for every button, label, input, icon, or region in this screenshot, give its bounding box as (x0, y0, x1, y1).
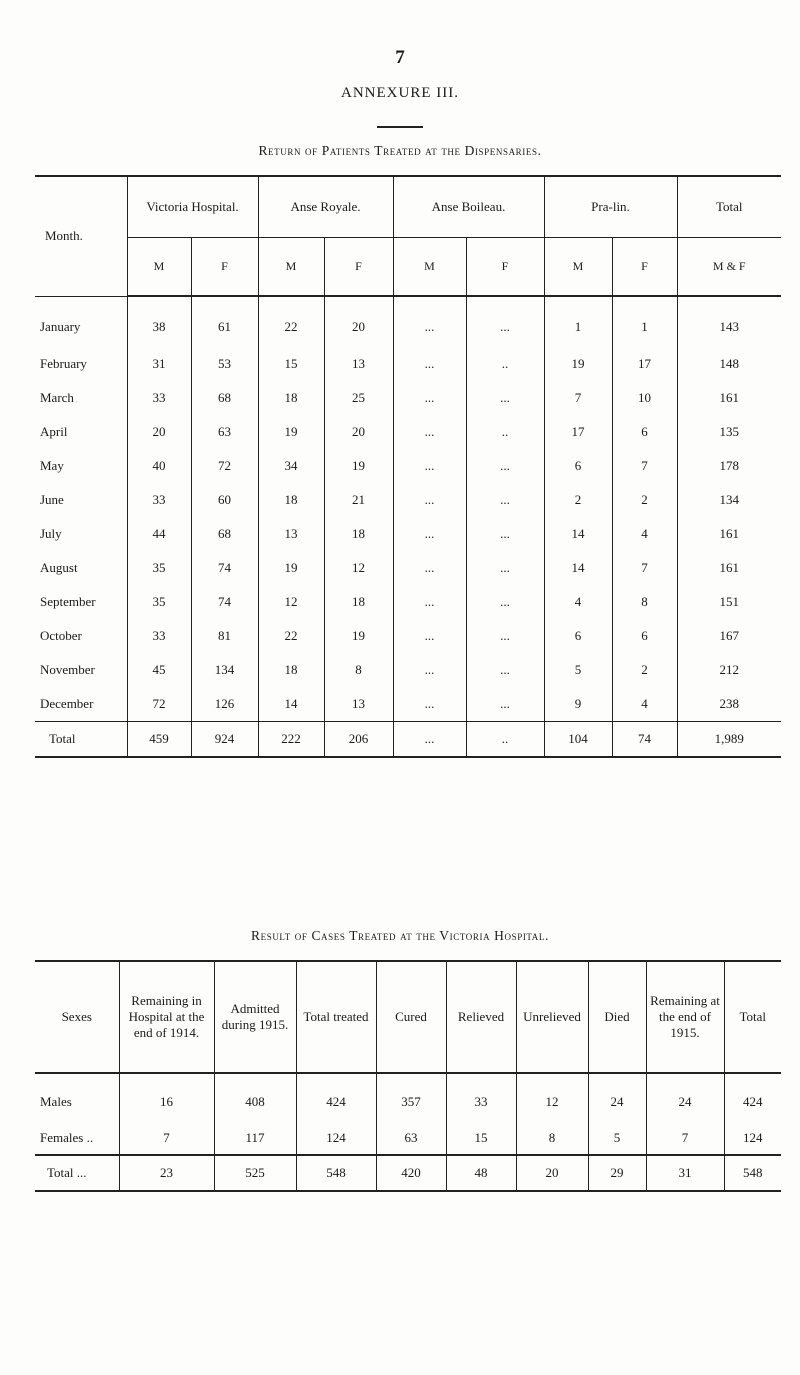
title-rule (377, 126, 423, 128)
value-cell: ... (393, 296, 466, 347)
value-cell: 19 (324, 449, 393, 483)
value-cell: 33 (446, 1073, 516, 1122)
group-header-anse-royale: Anse Royale. (258, 176, 393, 238)
table-row (35, 449, 781, 483)
value-cell: 5 (588, 1122, 646, 1155)
value-cell: 63 (376, 1122, 446, 1155)
value-cell: 548 (724, 1155, 781, 1191)
value-cell: 24 (646, 1073, 724, 1122)
value-cell: 6 (612, 415, 677, 449)
subheader-f: F (612, 238, 677, 297)
value-cell: 68 (191, 517, 258, 551)
value-cell: 148 (677, 347, 781, 381)
page-number: 7 (395, 47, 405, 68)
sex-label: Males (35, 1073, 119, 1122)
value-cell: 20 (516, 1155, 588, 1191)
value-cell: 18 (324, 585, 393, 619)
month-label: May (40, 458, 64, 473)
value-cell: .. (466, 722, 544, 758)
value-cell: 12 (324, 551, 393, 585)
value-cell: 4 (544, 585, 612, 619)
month-label: March (40, 390, 74, 405)
value-cell: 5 (544, 653, 612, 687)
value-cell: 21 (324, 483, 393, 517)
value-cell: ... (466, 296, 544, 347)
value-cell: 143 (677, 296, 781, 347)
value-cell: 35 (127, 551, 191, 585)
table-row (35, 653, 781, 687)
value-cell: 14 (544, 551, 612, 585)
value-cell: 135 (677, 415, 781, 449)
value-cell: 24 (588, 1073, 646, 1122)
subheader-m: M (127, 238, 191, 297)
value-cell: ... (393, 517, 466, 551)
value-cell: 18 (258, 653, 324, 687)
value-cell: ... (466, 551, 544, 585)
value-cell: 19 (258, 415, 324, 449)
value-cell: 74 (612, 722, 677, 758)
month-label: June (40, 492, 64, 507)
value-cell: 7 (646, 1122, 724, 1155)
value-cell: ... (393, 619, 466, 653)
value-cell: 40 (127, 449, 191, 483)
table-row (35, 687, 781, 722)
group-header-victoria: Victoria Hospital. (127, 176, 258, 238)
table-row (35, 483, 781, 517)
value-cell: ... (393, 551, 466, 585)
subheader-m: M (258, 238, 324, 297)
value-cell: 31 (127, 347, 191, 381)
value-cell: 38 (127, 296, 191, 347)
total-row (35, 722, 781, 758)
value-cell: 18 (258, 381, 324, 415)
month-label: Total (49, 731, 76, 746)
value-cell: 7 (544, 381, 612, 415)
value-cell: 134 (677, 483, 781, 517)
value-cell: 167 (677, 619, 781, 653)
month-cell (35, 296, 127, 347)
value-cell: 72 (191, 449, 258, 483)
value-cell: 4 (612, 517, 677, 551)
month-cell (35, 347, 127, 381)
value-cell: 22 (258, 296, 324, 347)
value-cell: 4 (612, 687, 677, 722)
column-header: Died (588, 961, 646, 1073)
value-cell: 74 (191, 551, 258, 585)
month-cell (35, 619, 127, 653)
value-cell: 8 (516, 1122, 588, 1155)
subheader-m: M (544, 238, 612, 297)
value-cell: 6 (544, 449, 612, 483)
value-cell: 8 (612, 585, 677, 619)
value-cell: 33 (127, 381, 191, 415)
value-cell: 548 (296, 1155, 376, 1191)
column-header: Unrelieved (516, 961, 588, 1073)
value-cell: 238 (677, 687, 781, 722)
value-cell: 20 (324, 296, 393, 347)
value-cell: 2 (612, 483, 677, 517)
value-cell: 424 (724, 1073, 781, 1122)
value-cell: 12 (516, 1073, 588, 1122)
subheader-m-and-f: M & F (677, 238, 781, 297)
value-cell: 17 (544, 415, 612, 449)
value-cell: 2 (544, 483, 612, 517)
value-cell: ... (393, 722, 466, 758)
victoria-results-table (35, 960, 781, 1192)
value-cell: 1 (544, 296, 612, 347)
value-cell: 48 (446, 1155, 516, 1191)
month-label: November (40, 662, 95, 677)
value-cell: ... (466, 653, 544, 687)
table-row (35, 1122, 781, 1155)
value-cell: 9 (544, 687, 612, 722)
value-cell: 117 (214, 1122, 296, 1155)
value-cell: 18 (324, 517, 393, 551)
value-cell: ... (466, 449, 544, 483)
month-label: October (40, 628, 82, 643)
month-cell (35, 687, 127, 722)
value-cell: 1,989 (677, 722, 781, 758)
month-cell (35, 517, 127, 551)
value-cell: 74 (191, 585, 258, 619)
value-cell: 124 (296, 1122, 376, 1155)
value-cell: 6 (544, 619, 612, 653)
table-row (35, 347, 781, 381)
value-cell: 206 (324, 722, 393, 758)
subheader-m: M (393, 238, 466, 297)
month-label: August (40, 560, 78, 575)
value-cell: 104 (544, 722, 612, 758)
value-cell: 13 (324, 687, 393, 722)
column-header: Cured (376, 961, 446, 1073)
value-cell: 408 (214, 1073, 296, 1122)
value-cell: 2 (612, 653, 677, 687)
value-cell: 12 (258, 585, 324, 619)
value-cell: 924 (191, 722, 258, 758)
value-cell: 178 (677, 449, 781, 483)
value-cell: 16 (119, 1073, 214, 1122)
value-cell: 14 (258, 687, 324, 722)
value-cell: ... (393, 653, 466, 687)
month-cell (35, 381, 127, 415)
value-cell: ... (393, 585, 466, 619)
value-cell: 23 (119, 1155, 214, 1191)
value-cell: 19 (544, 347, 612, 381)
table2-title: Result of Cases Treated at the Victoria Hospital. (251, 928, 549, 943)
value-cell: 7 (612, 449, 677, 483)
value-cell: 161 (677, 517, 781, 551)
month-cell (35, 585, 127, 619)
value-cell: ... (466, 619, 544, 653)
value-cell: 212 (677, 653, 781, 687)
total-row (35, 1155, 781, 1191)
value-cell: 459 (127, 722, 191, 758)
value-cell: 14 (544, 517, 612, 551)
group-header-total: Total (677, 176, 781, 238)
group-header-anse-boileau: Anse Boileau. (393, 176, 544, 238)
value-cell: 15 (258, 347, 324, 381)
month-label: January (40, 318, 81, 334)
value-cell: ... (466, 483, 544, 517)
value-cell: 63 (191, 415, 258, 449)
value-cell: 31 (646, 1155, 724, 1191)
value-cell: 33 (127, 483, 191, 517)
month-cell (35, 449, 127, 483)
value-cell: 53 (191, 347, 258, 381)
value-cell: 420 (376, 1155, 446, 1191)
month-label: April (40, 424, 68, 439)
table-row (35, 296, 781, 347)
value-cell: 81 (191, 619, 258, 653)
column-header: Remaining at the end of 1915. (646, 961, 724, 1073)
subheader-f: F (466, 238, 544, 297)
column-header: Total (724, 961, 781, 1073)
value-cell: 44 (127, 517, 191, 551)
value-cell: ... (393, 415, 466, 449)
value-cell: 424 (296, 1073, 376, 1122)
month-label: February (40, 356, 87, 371)
value-cell: 134 (191, 653, 258, 687)
value-cell: ... (466, 585, 544, 619)
column-header: Total treated (296, 961, 376, 1073)
value-cell: 161 (677, 551, 781, 585)
month-header: Month. (35, 176, 127, 296)
value-cell: 13 (324, 347, 393, 381)
table-row (35, 517, 781, 551)
value-cell: 151 (677, 585, 781, 619)
column-header: Admitted during 1915. (214, 961, 296, 1073)
value-cell: 7 (612, 551, 677, 585)
group-header-praslin: Pra-lin. (544, 176, 677, 238)
value-cell: 60 (191, 483, 258, 517)
month-cell (35, 551, 127, 585)
table-row (35, 1073, 781, 1122)
value-cell: ... (393, 449, 466, 483)
value-cell: 13 (258, 517, 324, 551)
value-cell: ... (466, 687, 544, 722)
annexure-title: ANNEXURE III. (341, 85, 459, 101)
value-cell: 357 (376, 1073, 446, 1122)
month-label: September (40, 594, 96, 609)
value-cell: 19 (258, 551, 324, 585)
value-cell: 7 (119, 1122, 214, 1155)
value-cell: 15 (446, 1122, 516, 1155)
value-cell: 17 (612, 347, 677, 381)
value-cell: ... (393, 687, 466, 722)
value-cell: 22 (258, 619, 324, 653)
value-cell: 20 (127, 415, 191, 449)
value-cell: 68 (191, 381, 258, 415)
value-cell: 161 (677, 381, 781, 415)
value-cell: .. (466, 347, 544, 381)
month-cell (35, 415, 127, 449)
value-cell: ... (393, 347, 466, 381)
value-cell: 20 (324, 415, 393, 449)
value-cell: 72 (127, 687, 191, 722)
value-cell: 45 (127, 653, 191, 687)
month-label: July (40, 526, 62, 541)
value-cell: 222 (258, 722, 324, 758)
table-row (35, 381, 781, 415)
value-cell: 19 (324, 619, 393, 653)
table-row (35, 551, 781, 585)
column-header: Remaining in Hospital at the end of 1914. (119, 961, 214, 1073)
subheader-f: F (324, 238, 393, 297)
column-header: Relieved (446, 961, 516, 1073)
value-cell: ... (466, 381, 544, 415)
total-label (35, 722, 127, 758)
value-cell: ... (393, 483, 466, 517)
dispensaries-table (35, 175, 781, 758)
value-cell: 61 (191, 296, 258, 347)
value-cell: 33 (127, 619, 191, 653)
table-row (35, 585, 781, 619)
sex-label: Total ... (35, 1155, 119, 1191)
value-cell: 6 (612, 619, 677, 653)
value-cell: ... (466, 517, 544, 551)
table1-title: Return of Patients Treated at the Dispensaries. (258, 143, 542, 158)
value-cell: 126 (191, 687, 258, 722)
value-cell: 1 (612, 296, 677, 347)
value-cell: .. (466, 415, 544, 449)
value-cell: 10 (612, 381, 677, 415)
value-cell: 18 (258, 483, 324, 517)
value-cell: 124 (724, 1122, 781, 1155)
column-header: Sexes (35, 961, 119, 1073)
month-cell (35, 483, 127, 517)
value-cell: 34 (258, 449, 324, 483)
value-cell: 525 (214, 1155, 296, 1191)
table-row (35, 619, 781, 653)
value-cell: 29 (588, 1155, 646, 1191)
table-row (35, 415, 781, 449)
value-cell: ... (393, 381, 466, 415)
subheader-f: F (191, 238, 258, 297)
value-cell: 35 (127, 585, 191, 619)
month-label: December (40, 696, 94, 711)
sex-label: Females .. (35, 1122, 119, 1155)
value-cell: 25 (324, 381, 393, 415)
month-cell (35, 653, 127, 687)
value-cell: 8 (324, 653, 393, 687)
